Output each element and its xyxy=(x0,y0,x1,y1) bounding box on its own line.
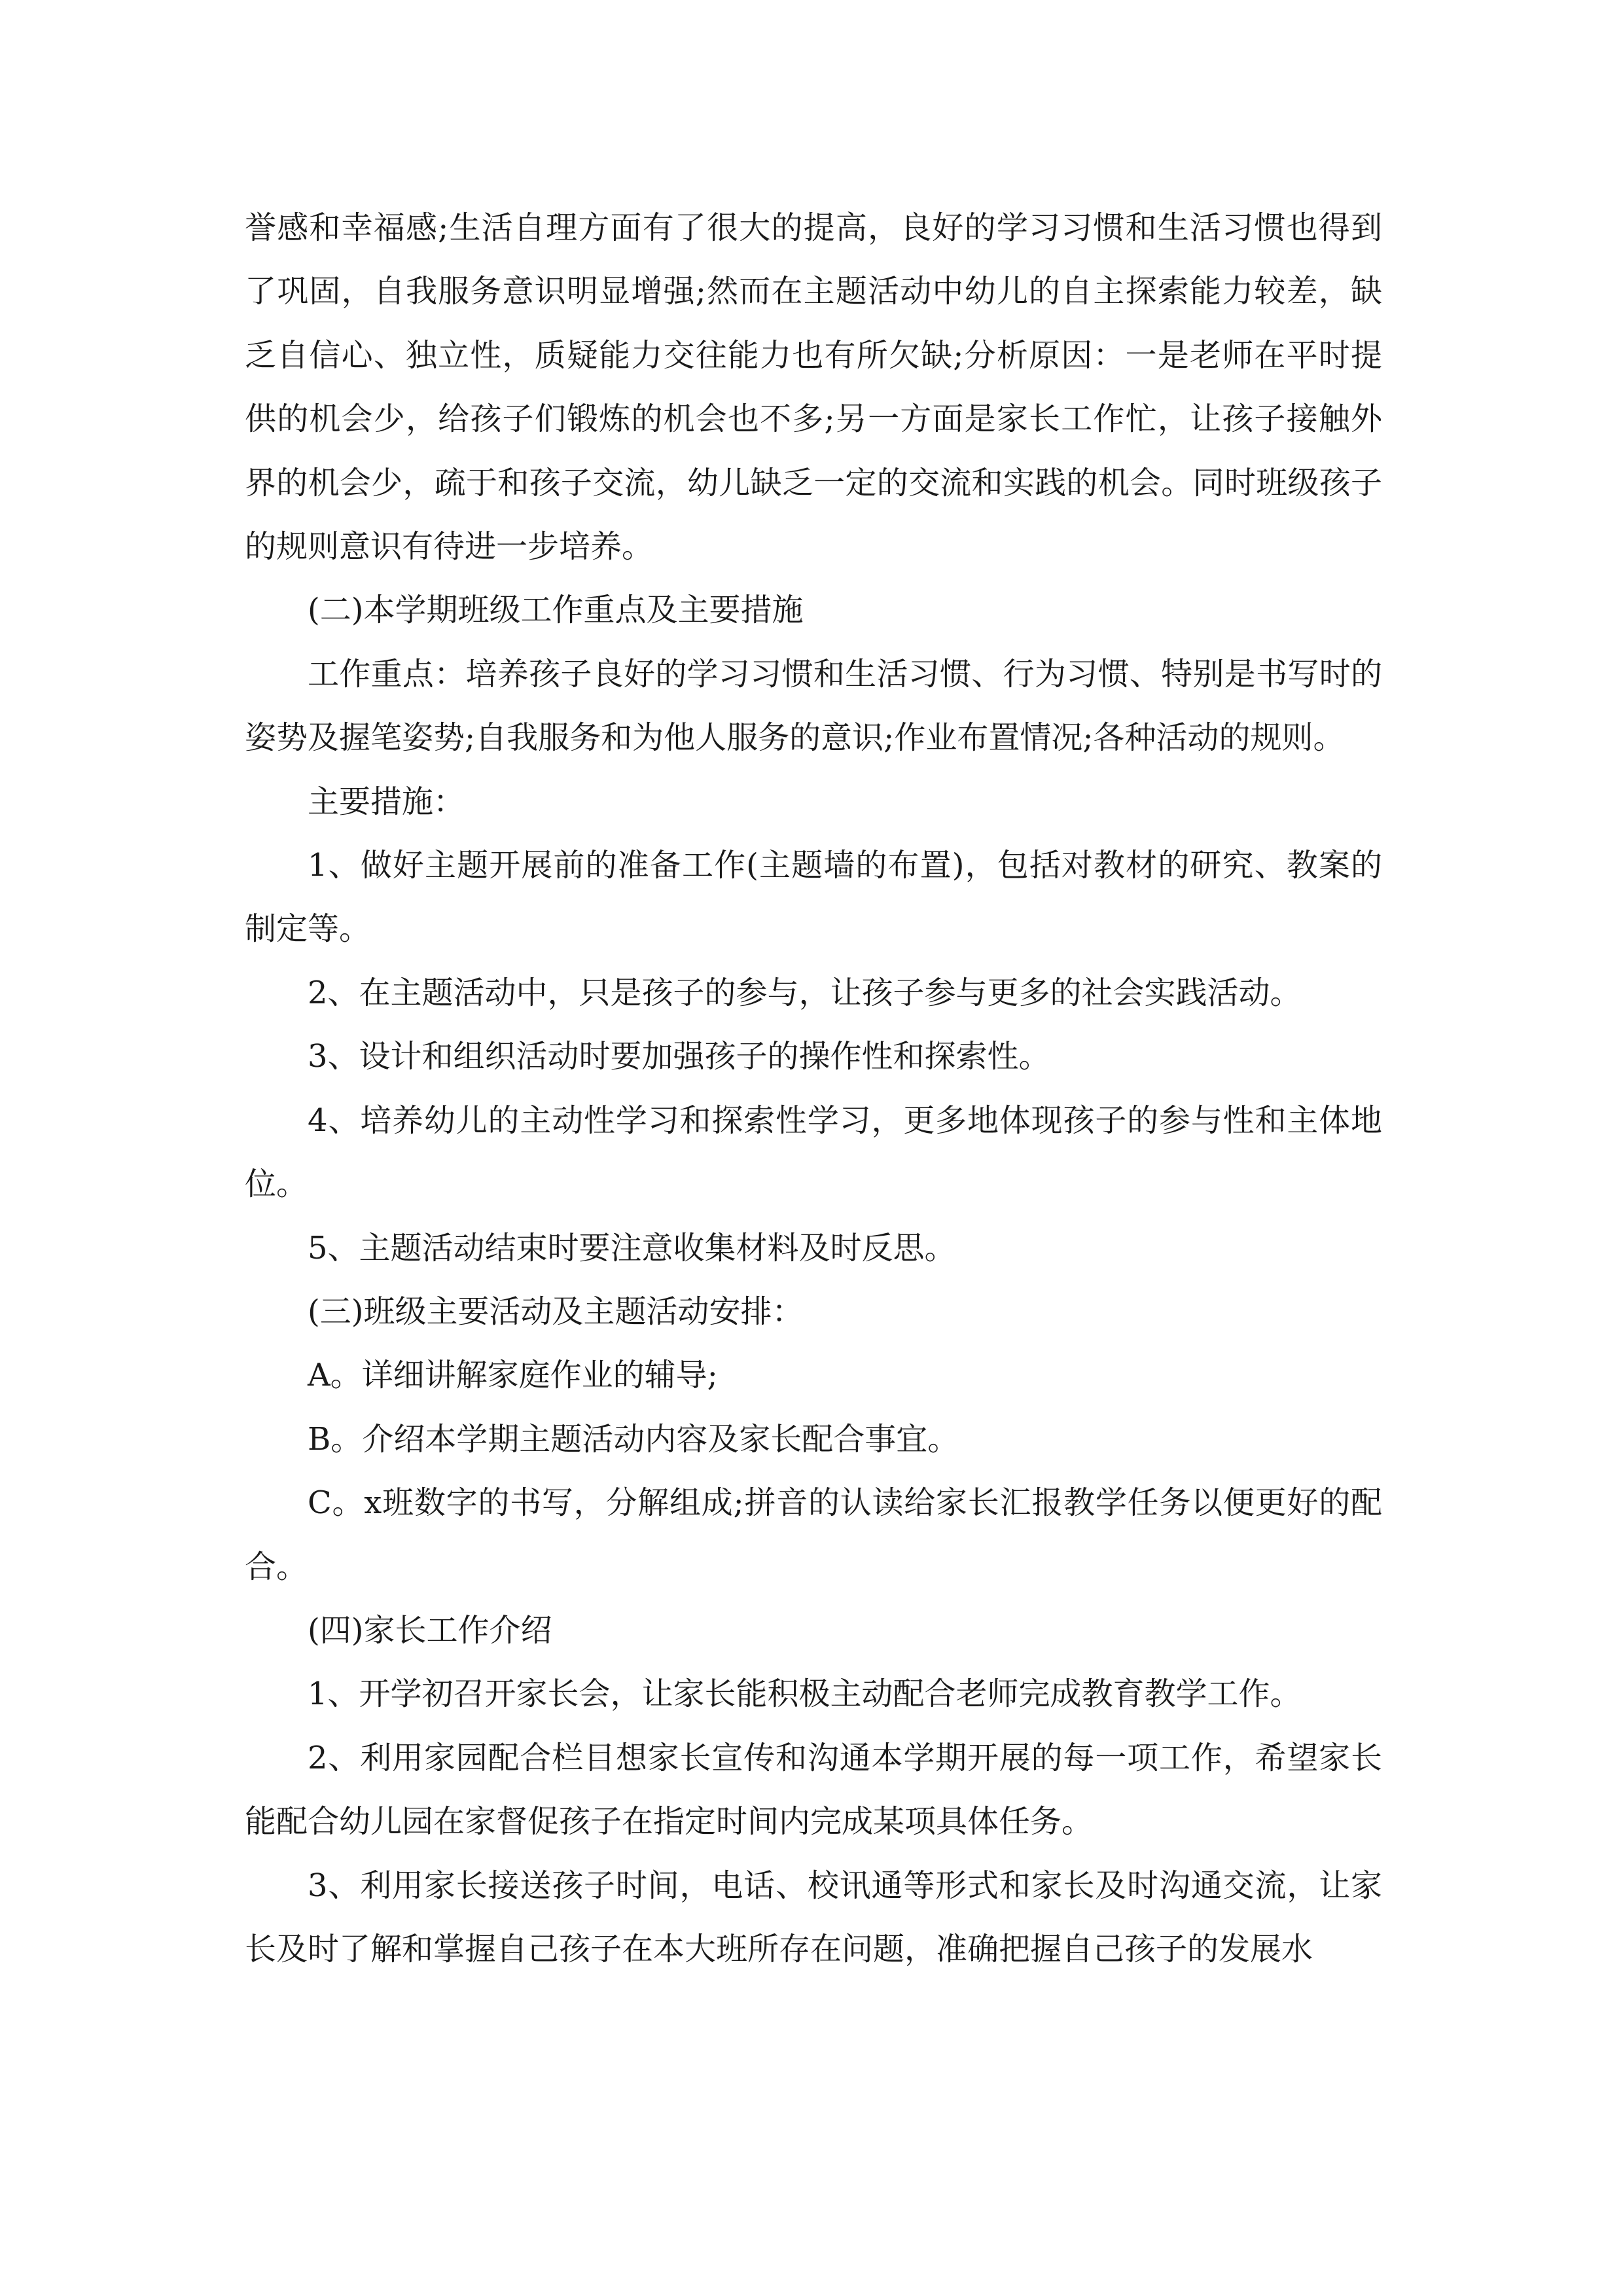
list-item-parent-work-3: 3、利用家长接送孩子时间，电话、校讯通等形式和家长及时沟通交流，让家长及时了解和掌握自己孩子在本大班所存在问题，准确把握自己孩子的发展水 xyxy=(245,1867,1382,1967)
paragraph-continuation: 誉感和幸福感;生活自理方面有了很大的提高，良好的学习习惯和生活习惯也得到了巩固，自我服务意识明显增强;然而在主题活动中幼儿的自主探索能力较差，缺乏自信心、独立性，质疑能力交往能力也有所欠缺;分析原因：一是老师在平时提供的机会少，给孩子们锻炼的机会也不多;另一方面是家长工作忙，让孩子接触外界的机会少，疏于和孩子交流，幼儿缺乏一定的交流和实践的机会。同时班级孩子的规则意识有待进一步培养。 xyxy=(245,209,1382,565)
section-heading-3: (三)班级主要活动及主题活动安排： xyxy=(308,1293,804,1330)
list-item-activity-c: C。x班数字的书写，分解组成;拼音的认读给家长汇报教学任务以便更好的配合。 xyxy=(245,1484,1382,1585)
list-item-parent-work-1: 1、开学初召开家长会，让家长能积极主动配合老师完成教育教学工作。 xyxy=(308,1676,1302,1713)
list-item-measure-4: 4、培养幼儿的主动性学习和探索性学习，更多地体现孩子的参与性和主体地位。 xyxy=(245,1102,1382,1203)
list-item-measure-2: 2、在主题活动中，只是孩子的参与，让孩子参与更多的社会实践活动。 xyxy=(308,974,1302,1011)
list-item-activity-b: B。介绍本学期主题活动内容及家长配合事宜。 xyxy=(308,1420,959,1458)
list-item-measure-3: 3、设计和组织活动时要加强孩子的操作性和探索性。 xyxy=(308,1038,1050,1075)
section-heading-2: (二)本学期班级工作重点及主要措施 xyxy=(308,592,804,629)
list-item-activity-a: A。详细讲解家庭作业的辅导; xyxy=(308,1357,718,1394)
list-item-parent-work-2: 2、利用家园配合栏目想家长宣传和沟通本学期开展的每一项工作，希望家长能配合幼儿园在家督促孩子在指定时间内完成某项具体任务。 xyxy=(245,1739,1382,1840)
paragraph-main-measures-label: 主要措施： xyxy=(308,783,465,820)
section-heading-4: (四)家长工作介绍 xyxy=(308,1611,552,1649)
list-item-measure-5: 5、主题活动结束时要注意收集材料及时反思。 xyxy=(308,1229,956,1266)
paragraph-work-focus: 工作重点：培养孩子良好的学习习惯和生活习惯、行为习惯、特别是书写时的姿势及握笔姿势;自我服务和为他人服务的意识;作业布置情况;各种活动的规则。 xyxy=(245,655,1382,757)
document-body xyxy=(245,196,1382,1981)
list-item-measure-1: 1、做好主题开展前的准备工作(主题墙的布置)，包括对教材的研究、教案的制定等。 xyxy=(245,847,1382,948)
